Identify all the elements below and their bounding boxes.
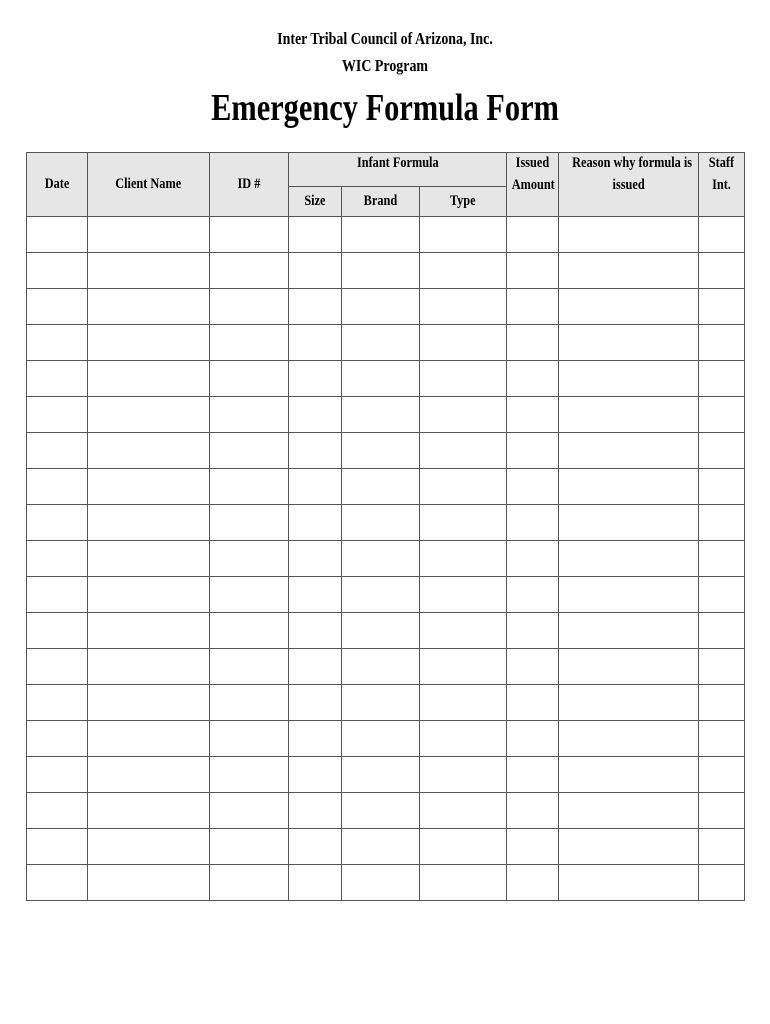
cell-staff-initials[interactable] bbox=[699, 613, 745, 649]
cell-brand[interactable] bbox=[342, 541, 420, 577]
col-header-client-name: Client Name bbox=[88, 153, 210, 217]
cell-reason[interactable] bbox=[559, 613, 699, 649]
cell-issued-amount[interactable] bbox=[507, 649, 559, 685]
cell-issued-amount[interactable] bbox=[507, 757, 559, 793]
cell-reason[interactable] bbox=[559, 829, 699, 865]
cell-date[interactable] bbox=[27, 361, 88, 397]
cell-staff-initials[interactable] bbox=[699, 541, 745, 577]
cell-date[interactable] bbox=[27, 433, 88, 469]
cell-client-name[interactable] bbox=[88, 469, 210, 505]
cell-staff-initials[interactable] bbox=[699, 505, 745, 541]
cell-date[interactable] bbox=[27, 577, 88, 613]
cell-reason[interactable] bbox=[559, 721, 699, 757]
cell-brand[interactable] bbox=[342, 433, 420, 469]
cell-date[interactable] bbox=[27, 253, 88, 289]
cell-brand[interactable] bbox=[342, 505, 420, 541]
col-header-type: Type bbox=[420, 187, 507, 217]
form-rows bbox=[27, 217, 745, 901]
cell-client-name[interactable] bbox=[88, 865, 210, 901]
cell-id[interactable] bbox=[210, 829, 289, 865]
cell-brand[interactable] bbox=[342, 721, 420, 757]
cell-size[interactable] bbox=[289, 433, 342, 469]
cell-reason[interactable] bbox=[559, 541, 699, 577]
cell-staff-initials[interactable] bbox=[699, 217, 745, 253]
cell-reason[interactable] bbox=[559, 397, 699, 433]
cell-size[interactable] bbox=[289, 829, 342, 865]
cell-id[interactable] bbox=[210, 721, 289, 757]
cell-client-name[interactable] bbox=[88, 541, 210, 577]
cell-size[interactable] bbox=[289, 649, 342, 685]
cell-staff-initials[interactable] bbox=[699, 469, 745, 505]
table-row bbox=[27, 469, 745, 505]
cell-reason[interactable] bbox=[559, 649, 699, 685]
cell-client-name[interactable] bbox=[88, 649, 210, 685]
cell-type[interactable] bbox=[420, 685, 507, 721]
cell-staff-initials[interactable] bbox=[699, 865, 745, 901]
cell-reason[interactable] bbox=[559, 433, 699, 469]
cell-issued-amount[interactable] bbox=[507, 541, 559, 577]
table-row bbox=[27, 577, 745, 613]
col-header-staff-initials: Staff Int. bbox=[699, 153, 745, 217]
cell-staff-initials[interactable] bbox=[699, 325, 745, 361]
table-row bbox=[27, 829, 745, 865]
cell-staff-initials[interactable] bbox=[699, 829, 745, 865]
cell-date[interactable] bbox=[27, 865, 88, 901]
cell-date[interactable] bbox=[27, 721, 88, 757]
cell-id[interactable] bbox=[210, 541, 289, 577]
cell-staff-initials[interactable] bbox=[699, 649, 745, 685]
table-row bbox=[27, 757, 745, 793]
cell-client-name[interactable] bbox=[88, 217, 210, 253]
table-row bbox=[27, 685, 745, 721]
cell-id[interactable] bbox=[210, 469, 289, 505]
cell-issued-amount[interactable] bbox=[507, 325, 559, 361]
cell-staff-initials[interactable] bbox=[699, 361, 745, 397]
cell-date[interactable] bbox=[27, 325, 88, 361]
cell-size[interactable] bbox=[289, 865, 342, 901]
cell-brand[interactable] bbox=[342, 361, 420, 397]
cell-id[interactable] bbox=[210, 433, 289, 469]
table-row bbox=[27, 541, 745, 577]
cell-brand[interactable] bbox=[342, 469, 420, 505]
cell-reason[interactable] bbox=[559, 361, 699, 397]
cell-issued-amount[interactable] bbox=[507, 577, 559, 613]
cell-client-name[interactable] bbox=[88, 433, 210, 469]
cell-client-name[interactable] bbox=[88, 829, 210, 865]
cell-size[interactable] bbox=[289, 721, 342, 757]
table-row bbox=[27, 649, 745, 685]
col-header-date: Date bbox=[27, 153, 88, 217]
cell-date[interactable] bbox=[27, 541, 88, 577]
cell-type[interactable] bbox=[420, 613, 507, 649]
cell-brand[interactable] bbox=[342, 865, 420, 901]
col-header-issued-amount: Issued Amount bbox=[507, 153, 559, 217]
cell-type[interactable] bbox=[420, 325, 507, 361]
cell-staff-initials[interactable] bbox=[699, 757, 745, 793]
col-header-brand: Brand bbox=[342, 187, 420, 217]
cell-size[interactable] bbox=[289, 685, 342, 721]
cell-date[interactable] bbox=[27, 649, 88, 685]
table-row bbox=[27, 613, 745, 649]
organization-name: Inter Tribal Council of Arizona, Inc. bbox=[277, 29, 493, 48]
table-row bbox=[27, 793, 745, 829]
cell-brand[interactable] bbox=[342, 397, 420, 433]
cell-reason[interactable] bbox=[559, 685, 699, 721]
cell-client-name[interactable] bbox=[88, 253, 210, 289]
cell-date[interactable] bbox=[27, 397, 88, 433]
cell-date[interactable] bbox=[27, 829, 88, 865]
cell-date[interactable] bbox=[27, 505, 88, 541]
table-row bbox=[27, 289, 745, 325]
cell-type[interactable] bbox=[420, 433, 507, 469]
cell-type[interactable] bbox=[420, 865, 507, 901]
cell-type[interactable] bbox=[420, 289, 507, 325]
cell-type[interactable] bbox=[420, 577, 507, 613]
cell-type[interactable] bbox=[420, 253, 507, 289]
cell-issued-amount[interactable] bbox=[507, 829, 559, 865]
cell-type[interactable] bbox=[420, 361, 507, 397]
cell-brand[interactable] bbox=[342, 613, 420, 649]
cell-type[interactable] bbox=[420, 649, 507, 685]
cell-client-name[interactable] bbox=[88, 613, 210, 649]
cell-reason[interactable] bbox=[559, 757, 699, 793]
col-header-reason: Reason why formula is issued bbox=[559, 153, 699, 217]
cell-size[interactable] bbox=[289, 217, 342, 253]
col-header-infant-formula: Infant Formula bbox=[289, 153, 507, 187]
cell-reason[interactable] bbox=[559, 865, 699, 901]
cell-size[interactable] bbox=[289, 469, 342, 505]
cell-brand[interactable] bbox=[342, 685, 420, 721]
cell-issued-amount[interactable] bbox=[507, 433, 559, 469]
table-row bbox=[27, 721, 745, 757]
cell-client-name[interactable] bbox=[88, 325, 210, 361]
table-row bbox=[27, 865, 745, 901]
cell-brand[interactable] bbox=[342, 757, 420, 793]
cell-reason[interactable] bbox=[559, 793, 699, 829]
cell-date[interactable] bbox=[27, 757, 88, 793]
cell-staff-initials[interactable] bbox=[699, 721, 745, 757]
cell-issued-amount[interactable] bbox=[507, 469, 559, 505]
table-row bbox=[27, 253, 745, 289]
cell-id[interactable] bbox=[210, 793, 289, 829]
cell-id[interactable] bbox=[210, 757, 289, 793]
cell-issued-amount[interactable] bbox=[507, 721, 559, 757]
cell-client-name[interactable] bbox=[88, 757, 210, 793]
cell-id[interactable] bbox=[210, 649, 289, 685]
cell-date[interactable] bbox=[27, 289, 88, 325]
cell-reason[interactable] bbox=[559, 505, 699, 541]
cell-size[interactable] bbox=[289, 613, 342, 649]
cell-type[interactable] bbox=[420, 829, 507, 865]
cell-type[interactable] bbox=[420, 217, 507, 253]
cell-reason[interactable] bbox=[559, 217, 699, 253]
cell-client-name[interactable] bbox=[88, 685, 210, 721]
cell-size[interactable] bbox=[289, 757, 342, 793]
cell-id[interactable] bbox=[210, 685, 289, 721]
cell-issued-amount[interactable] bbox=[507, 289, 559, 325]
cell-client-name[interactable] bbox=[88, 793, 210, 829]
cell-id[interactable] bbox=[210, 325, 289, 361]
cell-staff-initials[interactable] bbox=[699, 253, 745, 289]
cell-issued-amount[interactable] bbox=[507, 253, 559, 289]
cell-size[interactable] bbox=[289, 505, 342, 541]
cell-brand[interactable] bbox=[342, 577, 420, 613]
cell-staff-initials[interactable] bbox=[699, 397, 745, 433]
cell-brand[interactable] bbox=[342, 217, 420, 253]
cell-brand[interactable] bbox=[342, 325, 420, 361]
form-title: Emergency Formula Form bbox=[211, 87, 559, 129]
cell-date[interactable] bbox=[27, 685, 88, 721]
cell-reason[interactable] bbox=[559, 289, 699, 325]
cell-issued-amount[interactable] bbox=[507, 397, 559, 433]
cell-reason[interactable] bbox=[559, 325, 699, 361]
cell-size[interactable] bbox=[289, 253, 342, 289]
cell-size[interactable] bbox=[289, 397, 342, 433]
emergency-formula-table bbox=[26, 152, 745, 901]
cell-brand[interactable] bbox=[342, 253, 420, 289]
cell-issued-amount[interactable] bbox=[507, 217, 559, 253]
cell-date[interactable] bbox=[27, 469, 88, 505]
cell-id[interactable] bbox=[210, 865, 289, 901]
table-row bbox=[27, 325, 745, 361]
cell-reason[interactable] bbox=[559, 253, 699, 289]
cell-staff-initials[interactable] bbox=[699, 793, 745, 829]
cell-issued-amount[interactable] bbox=[507, 685, 559, 721]
cell-id[interactable] bbox=[210, 289, 289, 325]
cell-client-name[interactable] bbox=[88, 577, 210, 613]
col-header-id: ID # bbox=[210, 153, 289, 217]
cell-issued-amount[interactable] bbox=[507, 793, 559, 829]
cell-reason[interactable] bbox=[559, 577, 699, 613]
cell-issued-amount[interactable] bbox=[507, 865, 559, 901]
cell-client-name[interactable] bbox=[88, 505, 210, 541]
cell-date[interactable] bbox=[27, 793, 88, 829]
table-row bbox=[27, 397, 745, 433]
cell-size[interactable] bbox=[289, 289, 342, 325]
cell-brand[interactable] bbox=[342, 829, 420, 865]
cell-date[interactable] bbox=[27, 613, 88, 649]
program-name: WIC Program bbox=[341, 56, 429, 75]
cell-staff-initials[interactable] bbox=[699, 433, 745, 469]
cell-type[interactable] bbox=[420, 757, 507, 793]
cell-issued-amount[interactable] bbox=[507, 505, 559, 541]
cell-staff-initials[interactable] bbox=[699, 577, 745, 613]
cell-id[interactable] bbox=[210, 613, 289, 649]
cell-issued-amount[interactable] bbox=[507, 361, 559, 397]
cell-type[interactable] bbox=[420, 793, 507, 829]
cell-issued-amount[interactable] bbox=[507, 613, 559, 649]
cell-staff-initials[interactable] bbox=[699, 685, 745, 721]
cell-id[interactable] bbox=[210, 253, 289, 289]
cell-id[interactable] bbox=[210, 361, 289, 397]
cell-client-name[interactable] bbox=[88, 397, 210, 433]
cell-id[interactable] bbox=[210, 505, 289, 541]
cell-brand[interactable] bbox=[342, 649, 420, 685]
cell-type[interactable] bbox=[420, 541, 507, 577]
cell-type[interactable] bbox=[420, 397, 507, 433]
cell-client-name[interactable] bbox=[88, 721, 210, 757]
cell-id[interactable] bbox=[210, 217, 289, 253]
cell-size[interactable] bbox=[289, 361, 342, 397]
table-row bbox=[27, 505, 745, 541]
cell-client-name[interactable] bbox=[88, 289, 210, 325]
cell-type[interactable] bbox=[420, 469, 507, 505]
table-row bbox=[27, 361, 745, 397]
cell-date[interactable] bbox=[27, 217, 88, 253]
cell-client-name[interactable] bbox=[88, 361, 210, 397]
cell-size[interactable] bbox=[289, 541, 342, 577]
cell-size[interactable] bbox=[289, 577, 342, 613]
cell-type[interactable] bbox=[420, 505, 507, 541]
cell-size[interactable] bbox=[289, 325, 342, 361]
cell-size[interactable] bbox=[289, 793, 342, 829]
cell-brand[interactable] bbox=[342, 289, 420, 325]
table-row bbox=[27, 433, 745, 469]
cell-type[interactable] bbox=[420, 721, 507, 757]
table-row bbox=[27, 217, 745, 253]
cell-id[interactable] bbox=[210, 577, 289, 613]
col-header-size: Size bbox=[289, 187, 342, 217]
cell-id[interactable] bbox=[210, 397, 289, 433]
cell-reason[interactable] bbox=[559, 469, 699, 505]
cell-staff-initials[interactable] bbox=[699, 289, 745, 325]
cell-brand[interactable] bbox=[342, 793, 420, 829]
